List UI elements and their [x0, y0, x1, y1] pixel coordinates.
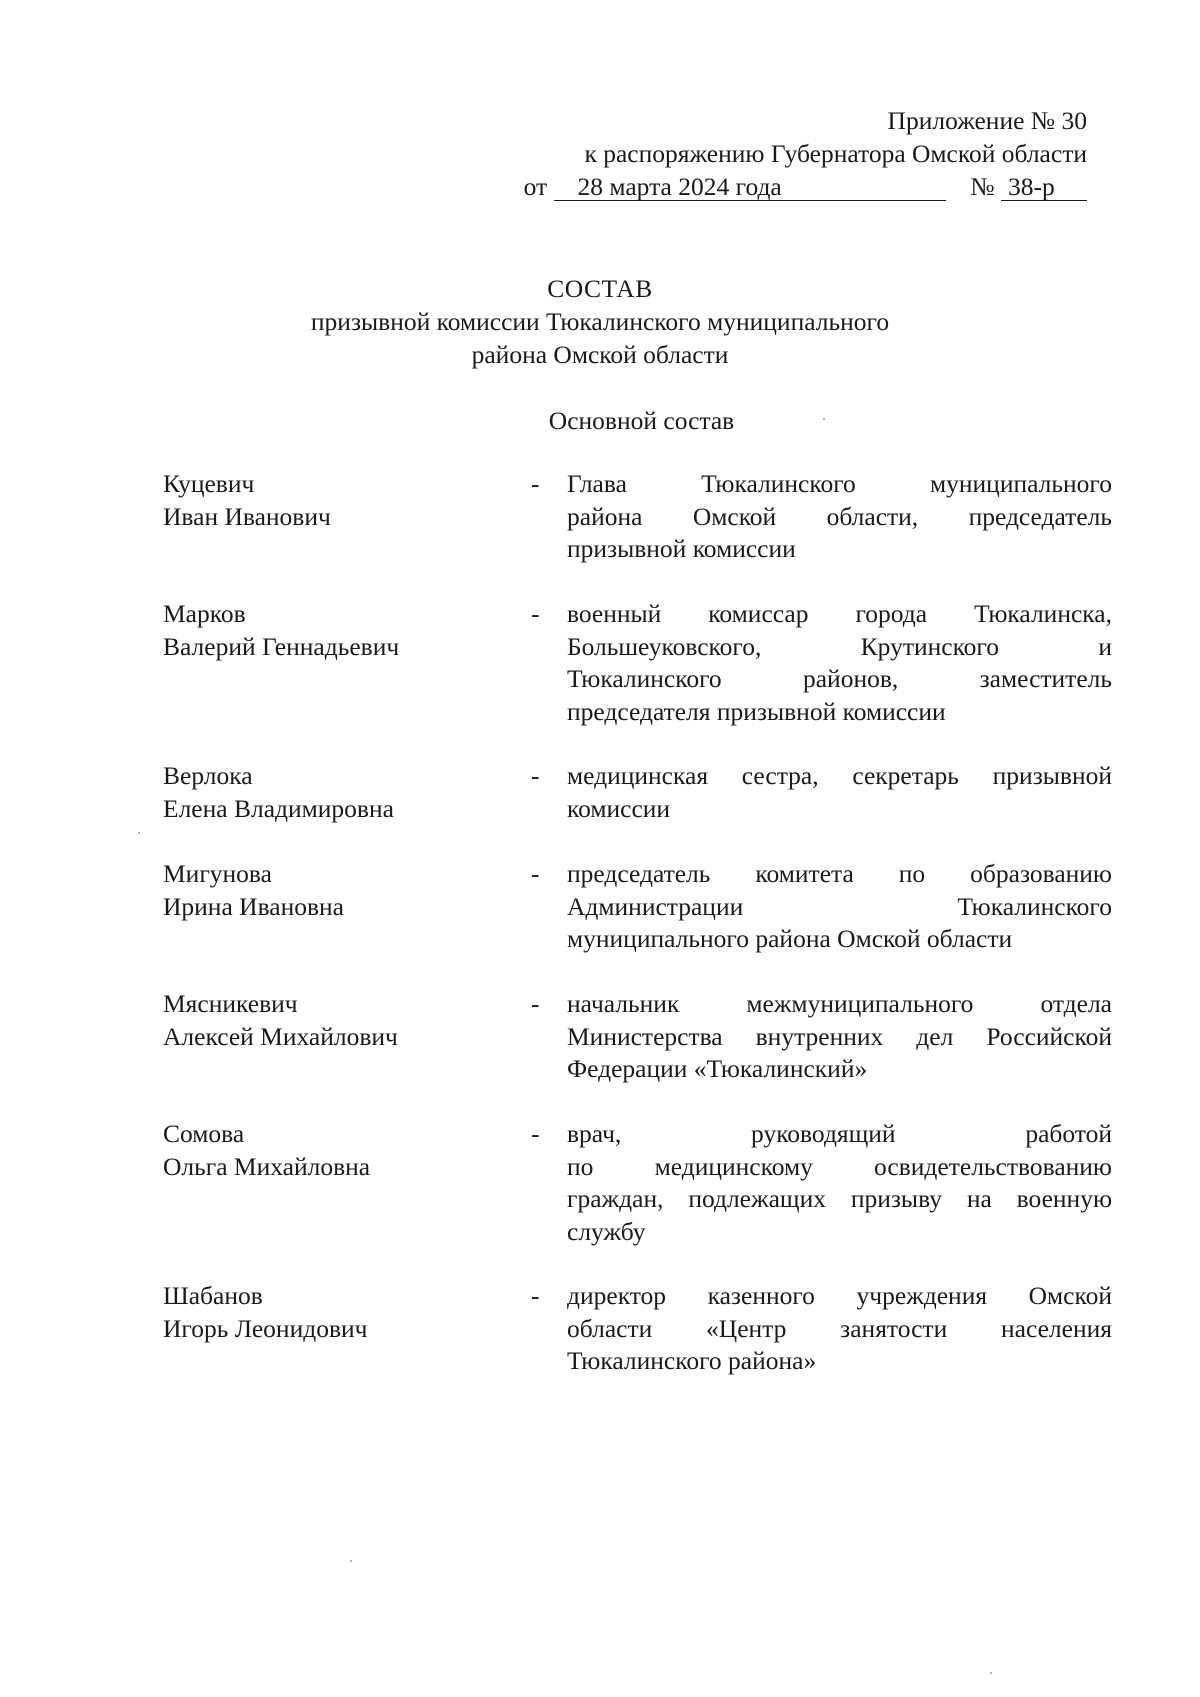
member-role [567, 1118, 1112, 1248]
member-role-line: по медицинскому освидетельствованию [567, 1151, 1112, 1181]
member-dash: - [531, 1281, 540, 1310]
member-name [163, 858, 493, 923]
member-role [567, 988, 1112, 1086]
member-dash: - [531, 859, 540, 888]
member-role-line: Тюкалинского районов, заместитель [567, 664, 1112, 693]
member-dash: - [531, 1119, 540, 1148]
member-name [163, 1280, 493, 1345]
member-surname: Шабанов [163, 1281, 263, 1310]
document-subtitle-line-1: призывной комиссии Тюкалинского муниципального [310, 307, 890, 336]
member-name [163, 598, 493, 663]
order-date: 28 марта 2024 года [554, 174, 946, 201]
member-role-line: Большеуковского, Крутинского и [567, 631, 1112, 661]
document-title: СОСТАВ [547, 274, 653, 303]
document-heading [0, 272, 1200, 371]
member-role-line: Федерации «Тюкалинский» [567, 1054, 868, 1083]
member-name [163, 988, 493, 1053]
order-number: 38-р [1001, 174, 1087, 201]
member-surname: Марков [163, 599, 246, 628]
member-name [163, 1118, 493, 1183]
member-role [567, 760, 1112, 825]
member-role-line: комиссии [567, 793, 671, 823]
member-dash: - [531, 599, 540, 628]
member-dash: - [531, 989, 540, 1018]
member-role-line: врач, руководящий работой [567, 1119, 1112, 1148]
scan-speck [350, 1560, 352, 1562]
member-role-line: призывной комиссии [567, 534, 796, 563]
member-dash: - [531, 469, 540, 498]
appendix-title: Приложение № 30 [887, 106, 1087, 135]
member-given-name: Игорь Леонидович [163, 1313, 368, 1343]
member-role-line: Глава Тюкалинского муниципального [567, 469, 1112, 498]
member-role-line: председатель комитета по образованию [567, 859, 1112, 888]
member-surname: Верлока [163, 761, 253, 790]
member-role-line: Министерства внутренних дел Российской [567, 1021, 1112, 1051]
member-role-line: Тюкалинского района» [567, 1346, 817, 1375]
member-role-line: военный комиссар города Тюкалинска, [567, 599, 1112, 628]
member-surname: Куцевич [163, 469, 255, 498]
member-role-line: директор казенного учреждения Омской [567, 1281, 1112, 1310]
number-label: № [970, 172, 995, 201]
scan-speck [823, 418, 825, 420]
member-role-line: службу [567, 1216, 646, 1246]
scan-speck [990, 1672, 992, 1674]
member-role [567, 1280, 1112, 1378]
member-role [567, 598, 1112, 728]
member-role [567, 468, 1112, 566]
member-given-name: Иван Иванович [163, 501, 331, 531]
scan-speck [138, 832, 140, 834]
member-surname: Мигунова [163, 859, 272, 888]
member-given-name: Елена Владимировна [163, 793, 394, 823]
appendix-reference [524, 104, 1087, 203]
member-role-line: Администрации Тюкалинского [567, 891, 1112, 921]
member-role-line: председателя призывной комиссии [567, 696, 946, 726]
member-role-line: муниципального района Омской области [567, 924, 1013, 953]
member-given-name: Ирина Ивановна [163, 891, 344, 921]
appendix-order-line: к распоряжению Губернатора Омской области [584, 139, 1087, 168]
member-name [163, 760, 493, 825]
member-role-line: граждан, подлежащих призыву на военную [567, 1184, 1112, 1213]
member-surname: Сомова [163, 1119, 245, 1148]
member-given-name: Ольга Михайловна [163, 1151, 371, 1181]
member-role-line: области «Центр занятости населения [567, 1313, 1112, 1343]
section-title: Основной состав [548, 406, 735, 435]
member-role-line: района Омской области, председатель [567, 501, 1112, 531]
member-surname: Мясникевич [163, 989, 298, 1018]
document-subtitle-line-2: района Омской области [471, 340, 729, 369]
appendix-date-line [524, 170, 1087, 203]
from-label: от [523, 172, 548, 201]
member-role-line: начальник межмуниципального отдела [567, 989, 1112, 1018]
member-name [163, 468, 493, 533]
member-role-line: медицинская сестра, секретарь призывной [567, 761, 1112, 790]
member-given-name: Алексей Михайлович [163, 1021, 398, 1051]
member-dash: - [531, 761, 540, 790]
member-role [567, 858, 1112, 956]
member-given-name: Валерий Геннадьевич [163, 631, 400, 661]
